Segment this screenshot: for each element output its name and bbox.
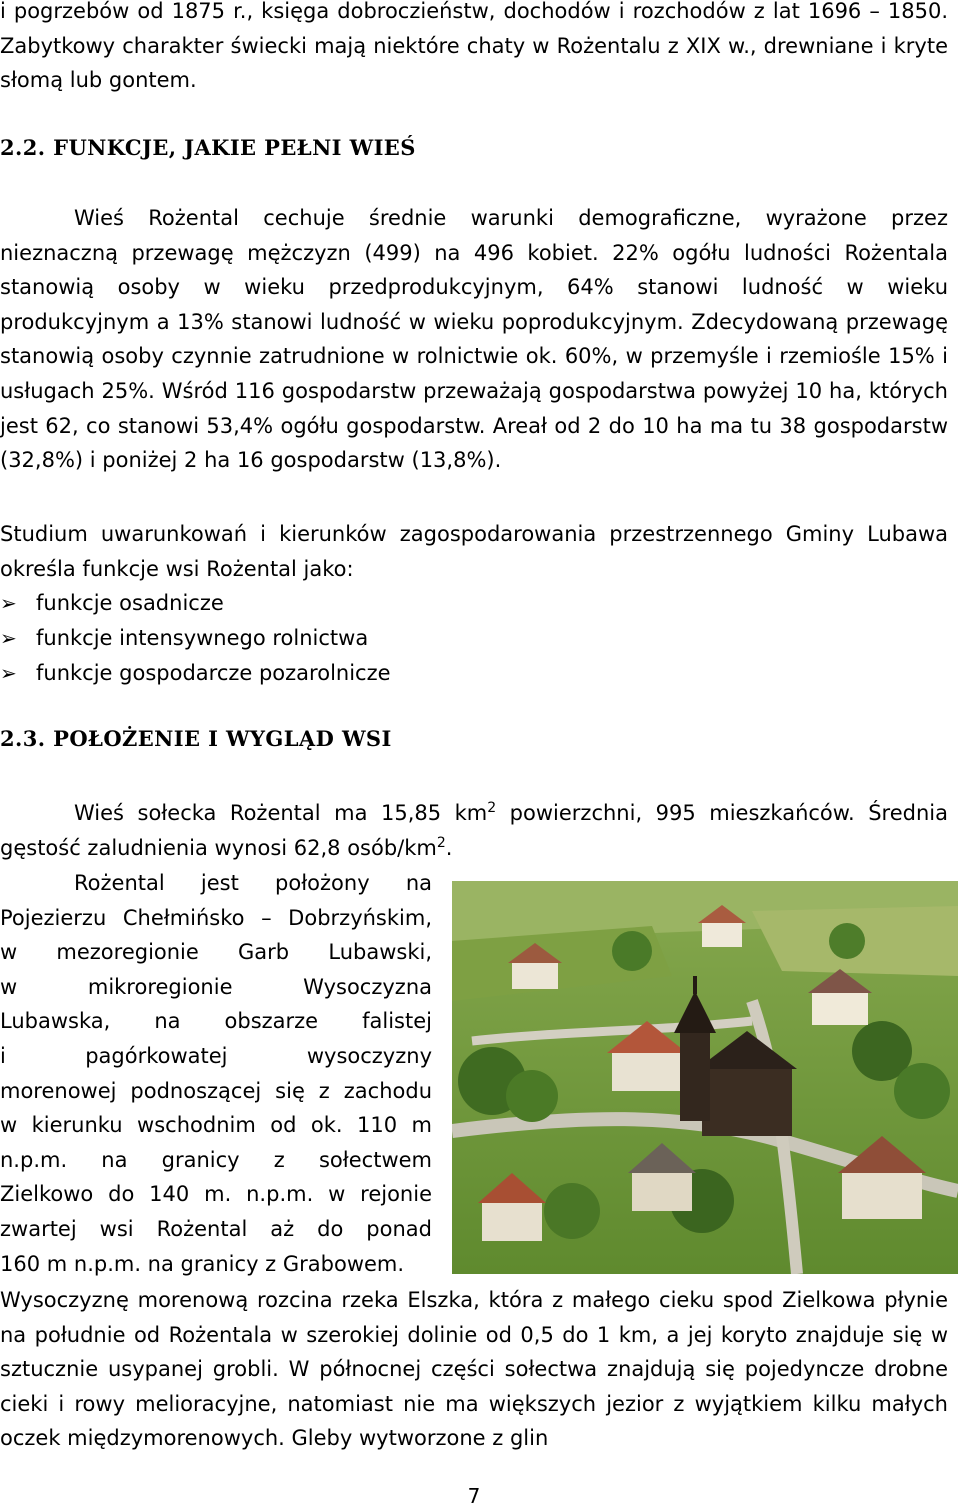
list-item: ➢ funkcje osadnicze bbox=[0, 586, 391, 621]
section-heading-2-3: 2.3. POŁOŻENIE I WYGLĄD WSI bbox=[0, 726, 392, 751]
text-line: Rożental jest położony na bbox=[74, 871, 432, 895]
demographics-paragraph: Wieś Rożental cechuje średnie warunki demograficzne, wyrażone przez nieznaczną przewagę mężczyzn (499) na 496 kobiet. 22% ogółu ludności Rożentala stanowią osoby w wieku przedprodukcyjnym, 64% stanowi ludność w wieku produkcyjnym a 13% stanowi ludność w wieku poprodukcyjnym. Zdecydowaną przewagę stanowią osoby czynnie zatrudnione w rolnictwie ok. 60%, w przemyśle i rzemiośle 15% i usługach 25%. Wśród 116 gospodarstw przeważają gospodarstwa powyżej 10 ha, których jest 62, co stanowi 53,4% ogółu gospodarstw. Areał od 2 do 10 ha ma tu 38 gospodarstw (32,8%) i poniżej 2 ha 16 gospodarstw (13,8%). bbox=[0, 206, 948, 473]
text-line: morenowej podnoszącej się z zachodu bbox=[0, 1078, 432, 1103]
list-item: ➢ funkcje intensywnego rolnictwa bbox=[0, 621, 391, 656]
location-text bbox=[0, 866, 432, 1281]
text-line: n.p.m. na granicy z sołectwem bbox=[0, 1147, 432, 1172]
text-line: i pagórkowatej wysoczyzny bbox=[0, 1043, 432, 1068]
text-line: Pojezierzu Chełmińsko – Dobrzyńskim, bbox=[0, 905, 432, 930]
study-paragraph: Studium uwarunkowań i kierunków zagospodarowania przestrzennego Gminy Lubawa określa funkcje wsi Rożental jako: bbox=[0, 522, 948, 581]
list-item: ➢ funkcje gospodarcze pozarolnicze bbox=[0, 656, 391, 691]
arrow-bullet-icon: ➢ bbox=[0, 661, 17, 685]
page-number: 7 bbox=[467, 1484, 481, 1508]
area-paragraph: Wieś sołecka Rożental ma 15,85 $km^2$ powierzchni, 995 mieszkańców. Średnia gęstość zaludnienia wynosi 62,8 osób/$km^2$. bbox=[0, 800, 948, 860]
intro-paragraph: i pogrzebów od 1875 r., księga dobroczieństw, dochodów i rozchodów z lat 1696 – 1850. Zabytkowy charakter świecki mają niektóre chaty w Rożentalu z XIX w., drewniane i kryte słomą lub gontem. bbox=[0, 0, 948, 93]
functions-list bbox=[0, 586, 391, 691]
arrow-bullet-icon: ➢ bbox=[0, 591, 17, 615]
village-aerial-photo bbox=[452, 881, 958, 1274]
text-line: Zielkowo do 140 m. n.p.m. w rejonie bbox=[0, 1182, 432, 1207]
text-line: w mikroregionie Wysoczyzna bbox=[0, 974, 432, 999]
river-paragraph: Wysoczyznę morenową rozcina rzeka Elszka, która z małego cieku spod Zielkowa płynie na południe od Rożentala w szerokiej dolinie od 0,5 do 1 km, a jej koryto znajduje się w sztucznie usypanej grobli. W północnej części sołectwa znajdują się pojedyncze drobne cieki i rowy melioracyjne, natomiast nie ma większych jezior z wyjątkiem kilku małych oczek międzymorenowych. Gleby wytworzone z glin bbox=[0, 1288, 948, 1451]
text-line: w kierunku wschodnim od ok. 110 m bbox=[0, 1113, 432, 1138]
text-line: zwartej wsi Rożental aż do ponad bbox=[0, 1216, 432, 1241]
text-line: w mezoregionie Garb Lubawski, bbox=[0, 940, 432, 965]
section-heading-2-2: 2.2. FUNKCJE, JAKIE PEŁNI WIEŚ bbox=[0, 135, 416, 160]
arrow-bullet-icon: ➢ bbox=[0, 626, 17, 650]
text-line: Lubawska, na obszarze falistej bbox=[0, 1009, 432, 1034]
text-line: 160 m n.p.m. na granicy z Grabowem. bbox=[0, 1251, 405, 1276]
